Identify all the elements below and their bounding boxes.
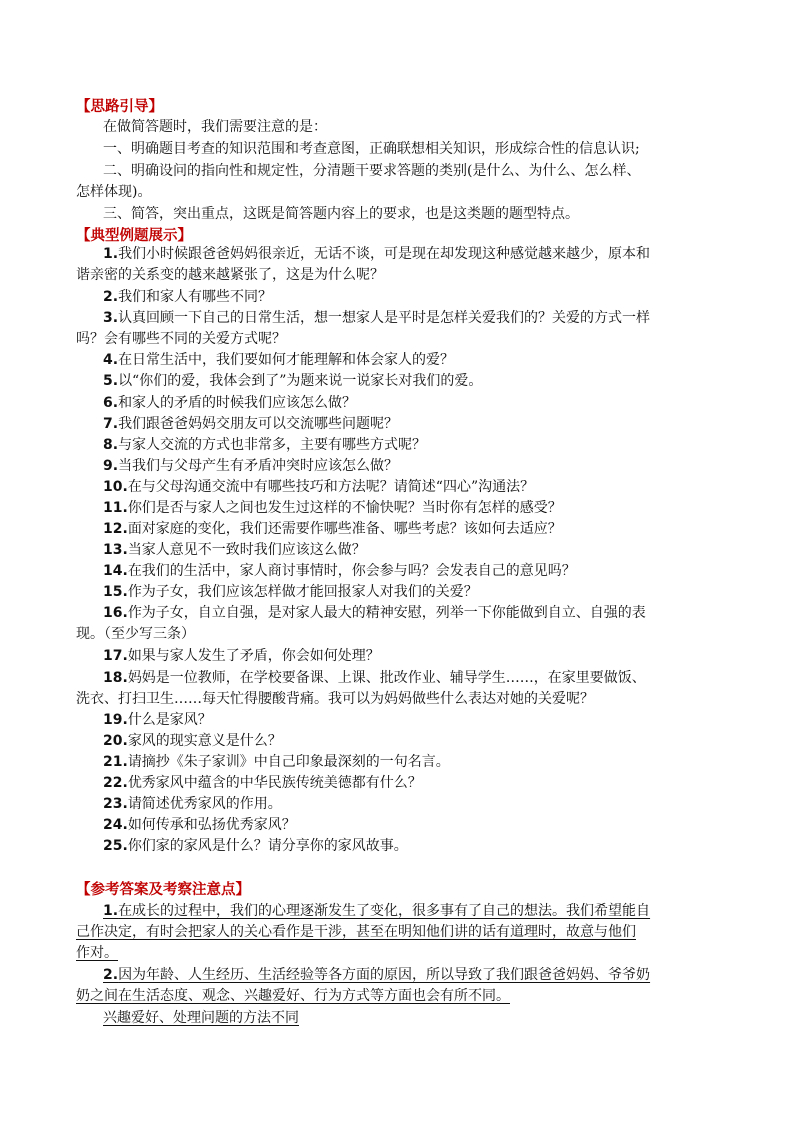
question-number: 18.: [103, 670, 128, 686]
question-number: 22.: [103, 775, 128, 791]
question-6: [103, 393, 356, 413]
question-5: [103, 371, 482, 391]
question-number: 9.: [103, 458, 119, 474]
question-12: [103, 519, 562, 539]
question-text: 请简述优秀家风的作用。: [127, 796, 282, 812]
question-number: 13.: [103, 542, 128, 558]
question-text: 在与父母沟通交流中有哪些技巧和方法呢？请简述“四心”沟通法？: [127, 479, 535, 495]
question-number: 16.: [103, 605, 128, 621]
question-16-cont: 现。（至少写三条）: [76, 626, 195, 642]
question-text: 和家人的矛盾的时候我们应该怎么做？: [118, 395, 357, 411]
question-25: [103, 836, 408, 856]
question-text: 与家人交流的方式也非常多，主要有哪些方式呢？: [118, 437, 427, 453]
question-22: [103, 773, 422, 793]
question-number: 10.: [103, 479, 128, 495]
question-21: [103, 752, 450, 772]
question-text: 当我们与父母产生有矛盾冲突时应该怎么做？: [118, 458, 399, 474]
question-number: 20.: [103, 733, 128, 749]
guide-point-3: 三、简答，突出重点，这既是简答题内容上的要求，也是这类题的题型特点。: [103, 206, 579, 222]
question-text: 我们和家人有哪些不同？: [118, 289, 273, 305]
question-2: [103, 287, 272, 307]
question-text: 你们是否与家人之间也发生过这样的不愉快呢？当时你有怎样的感受？: [127, 500, 562, 516]
guide-heading: 【思路引导】: [76, 99, 163, 115]
question-text: 我们小时候跟爸爸妈妈很亲近，无话不谈，可是现在却发现这种感觉越来越少，原本和: [118, 246, 651, 262]
question-text: 作为子女，我们应该怎样做才能回报家人对我们的关爱？: [127, 584, 478, 600]
guide-point-2: 二、明确设问的指向性和规定性，分清题干要求答题的类别(是什么、为什么、怎么样、: [103, 163, 641, 179]
question-number: 7.: [103, 416, 119, 432]
question-1: [103, 244, 650, 264]
question-24: [103, 815, 296, 835]
question-number: 21.: [103, 754, 128, 770]
question-9: [103, 456, 398, 476]
answer-text: 因为年龄、人生经历、生活经验等各方面的原因，所以导致了我们跟爸爸妈妈、爷爷奶: [118, 967, 651, 983]
question-11: [103, 498, 562, 518]
question-number: 5.: [103, 373, 119, 389]
question-text: 在我们的生活中，家人商讨事情时，你会参与吗？会发表自己的意见吗？: [127, 563, 576, 579]
question-number: 12.: [103, 521, 128, 537]
question-number: 23.: [103, 796, 128, 812]
question-14: [103, 561, 576, 581]
question-text: 如何传承和弘扬优秀家风？: [127, 817, 296, 833]
question-number: 15.: [103, 584, 128, 600]
question-18: [103, 668, 646, 688]
question-number: 4.: [103, 352, 119, 368]
answer-1-line-2: 己作决定，有时会把家人的关心看作是干涉，甚至在明知他们讲的话有道理时，故意与他们: [76, 924, 636, 940]
question-text: 我们跟爸爸妈妈交朋友可以交流哪些问题呢？: [118, 416, 399, 432]
question-13: [103, 540, 366, 560]
question-19: [103, 710, 212, 730]
question-3-cont: 吗？会有哪些不同的关爱方式呢？: [76, 331, 286, 347]
question-number: 1.: [103, 246, 119, 262]
question-text: 在日常生活中，我们要如何才能理解和体会家人的爱？: [118, 352, 455, 368]
question-text: 当家人意见不一致时我们应该这么做？: [127, 542, 366, 558]
question-text: 你们家的家风是什么？请分享你的家风故事。: [127, 838, 408, 854]
question-4: [103, 350, 454, 370]
question-text: 作为子女，自立自强，是对家人最大的精神安慰，列举一下你能做到自立、自强的表: [127, 605, 646, 621]
question-number: 24.: [103, 817, 128, 833]
answer-1: [103, 901, 650, 921]
question-text: 家风的现实意义是什么？: [127, 733, 282, 749]
question-10: [103, 477, 534, 497]
question-number: 11.: [103, 500, 128, 516]
question-1-cont: 谐亲密的关系变的越来越紧张了，这是为什么呢？: [76, 267, 384, 283]
answers-heading: 【参考答案及考察注意点】: [76, 882, 250, 898]
question-number: 8.: [103, 437, 119, 453]
question-23: [103, 794, 282, 814]
question-16: [103, 603, 646, 623]
question-3: [103, 308, 650, 328]
answer-number: 1.: [103, 903, 119, 919]
question-text: 面对家庭的变化，我们还需要作哪些准备、哪些考虑？该如何去适应？: [127, 521, 562, 537]
question-text: 什么是家风？: [127, 712, 212, 728]
guide-point-1: 一、明确题目考查的知识范围和考查意图，正确联想相关知识，形成综合性的信息认识;: [103, 141, 640, 157]
question-text: 优秀家风中蕴含的中华民族传统美德都有什么？: [127, 775, 422, 791]
question-7: [103, 414, 398, 434]
examples-heading: 【典型例题展示】: [76, 228, 192, 244]
answer-2-line-3: 兴趣爱好、处理问题的方法不同: [103, 1010, 299, 1026]
question-text: 请摘抄《朱子家训》中自己印象最深刻的一句名言。: [127, 754, 450, 770]
answer-2: [103, 965, 650, 985]
question-20: [103, 731, 282, 751]
question-17: [103, 646, 380, 666]
question-text: 认真回顾一下自己的日常生活，想一想家人是平时是怎样关爱我们的？关爱的方式一样: [118, 310, 651, 326]
guide-point-2-cont: 怎样体现)。: [76, 184, 152, 200]
question-8: [103, 435, 426, 455]
question-number: 6.: [103, 395, 119, 411]
question-number: 14.: [103, 563, 128, 579]
answer-1-line-3: 作对。: [76, 945, 118, 961]
question-number: 19.: [103, 712, 128, 728]
question-text: 妈妈是一位教师，在学校要备课、上课、批改作业、辅导学生……，在家里要做饭、: [127, 670, 646, 686]
answer-2-line-2: 奶之间在生活态度、观念、兴趣爱好、行为方式等方面也会有所不同。: [76, 988, 510, 1004]
question-15: [103, 582, 478, 602]
question-text: 如果与家人发生了矛盾，你会如何处理？: [127, 648, 380, 664]
question-number: 3.: [103, 310, 119, 326]
answer-text: 在成长的过程中，我们的心理逐渐发生了变化，很多事有了自己的想法。我们希望能自: [118, 903, 651, 919]
question-number: 2.: [103, 289, 119, 305]
question-18-cont: 洗衣、打扫卫生……每天忙得腰酸背痛。我可以为妈妈做些什么表达对她的关爱呢？: [76, 691, 594, 707]
question-number: 25.: [103, 838, 128, 854]
guide-intro: 在做简答题时，我们需要注意的是：: [103, 119, 327, 135]
answer-number: 2.: [103, 967, 119, 983]
question-text: 以“你们的爱，我体会到了”为题来说一说家长对我们的爱。: [118, 373, 483, 389]
question-number: 17.: [103, 648, 128, 664]
